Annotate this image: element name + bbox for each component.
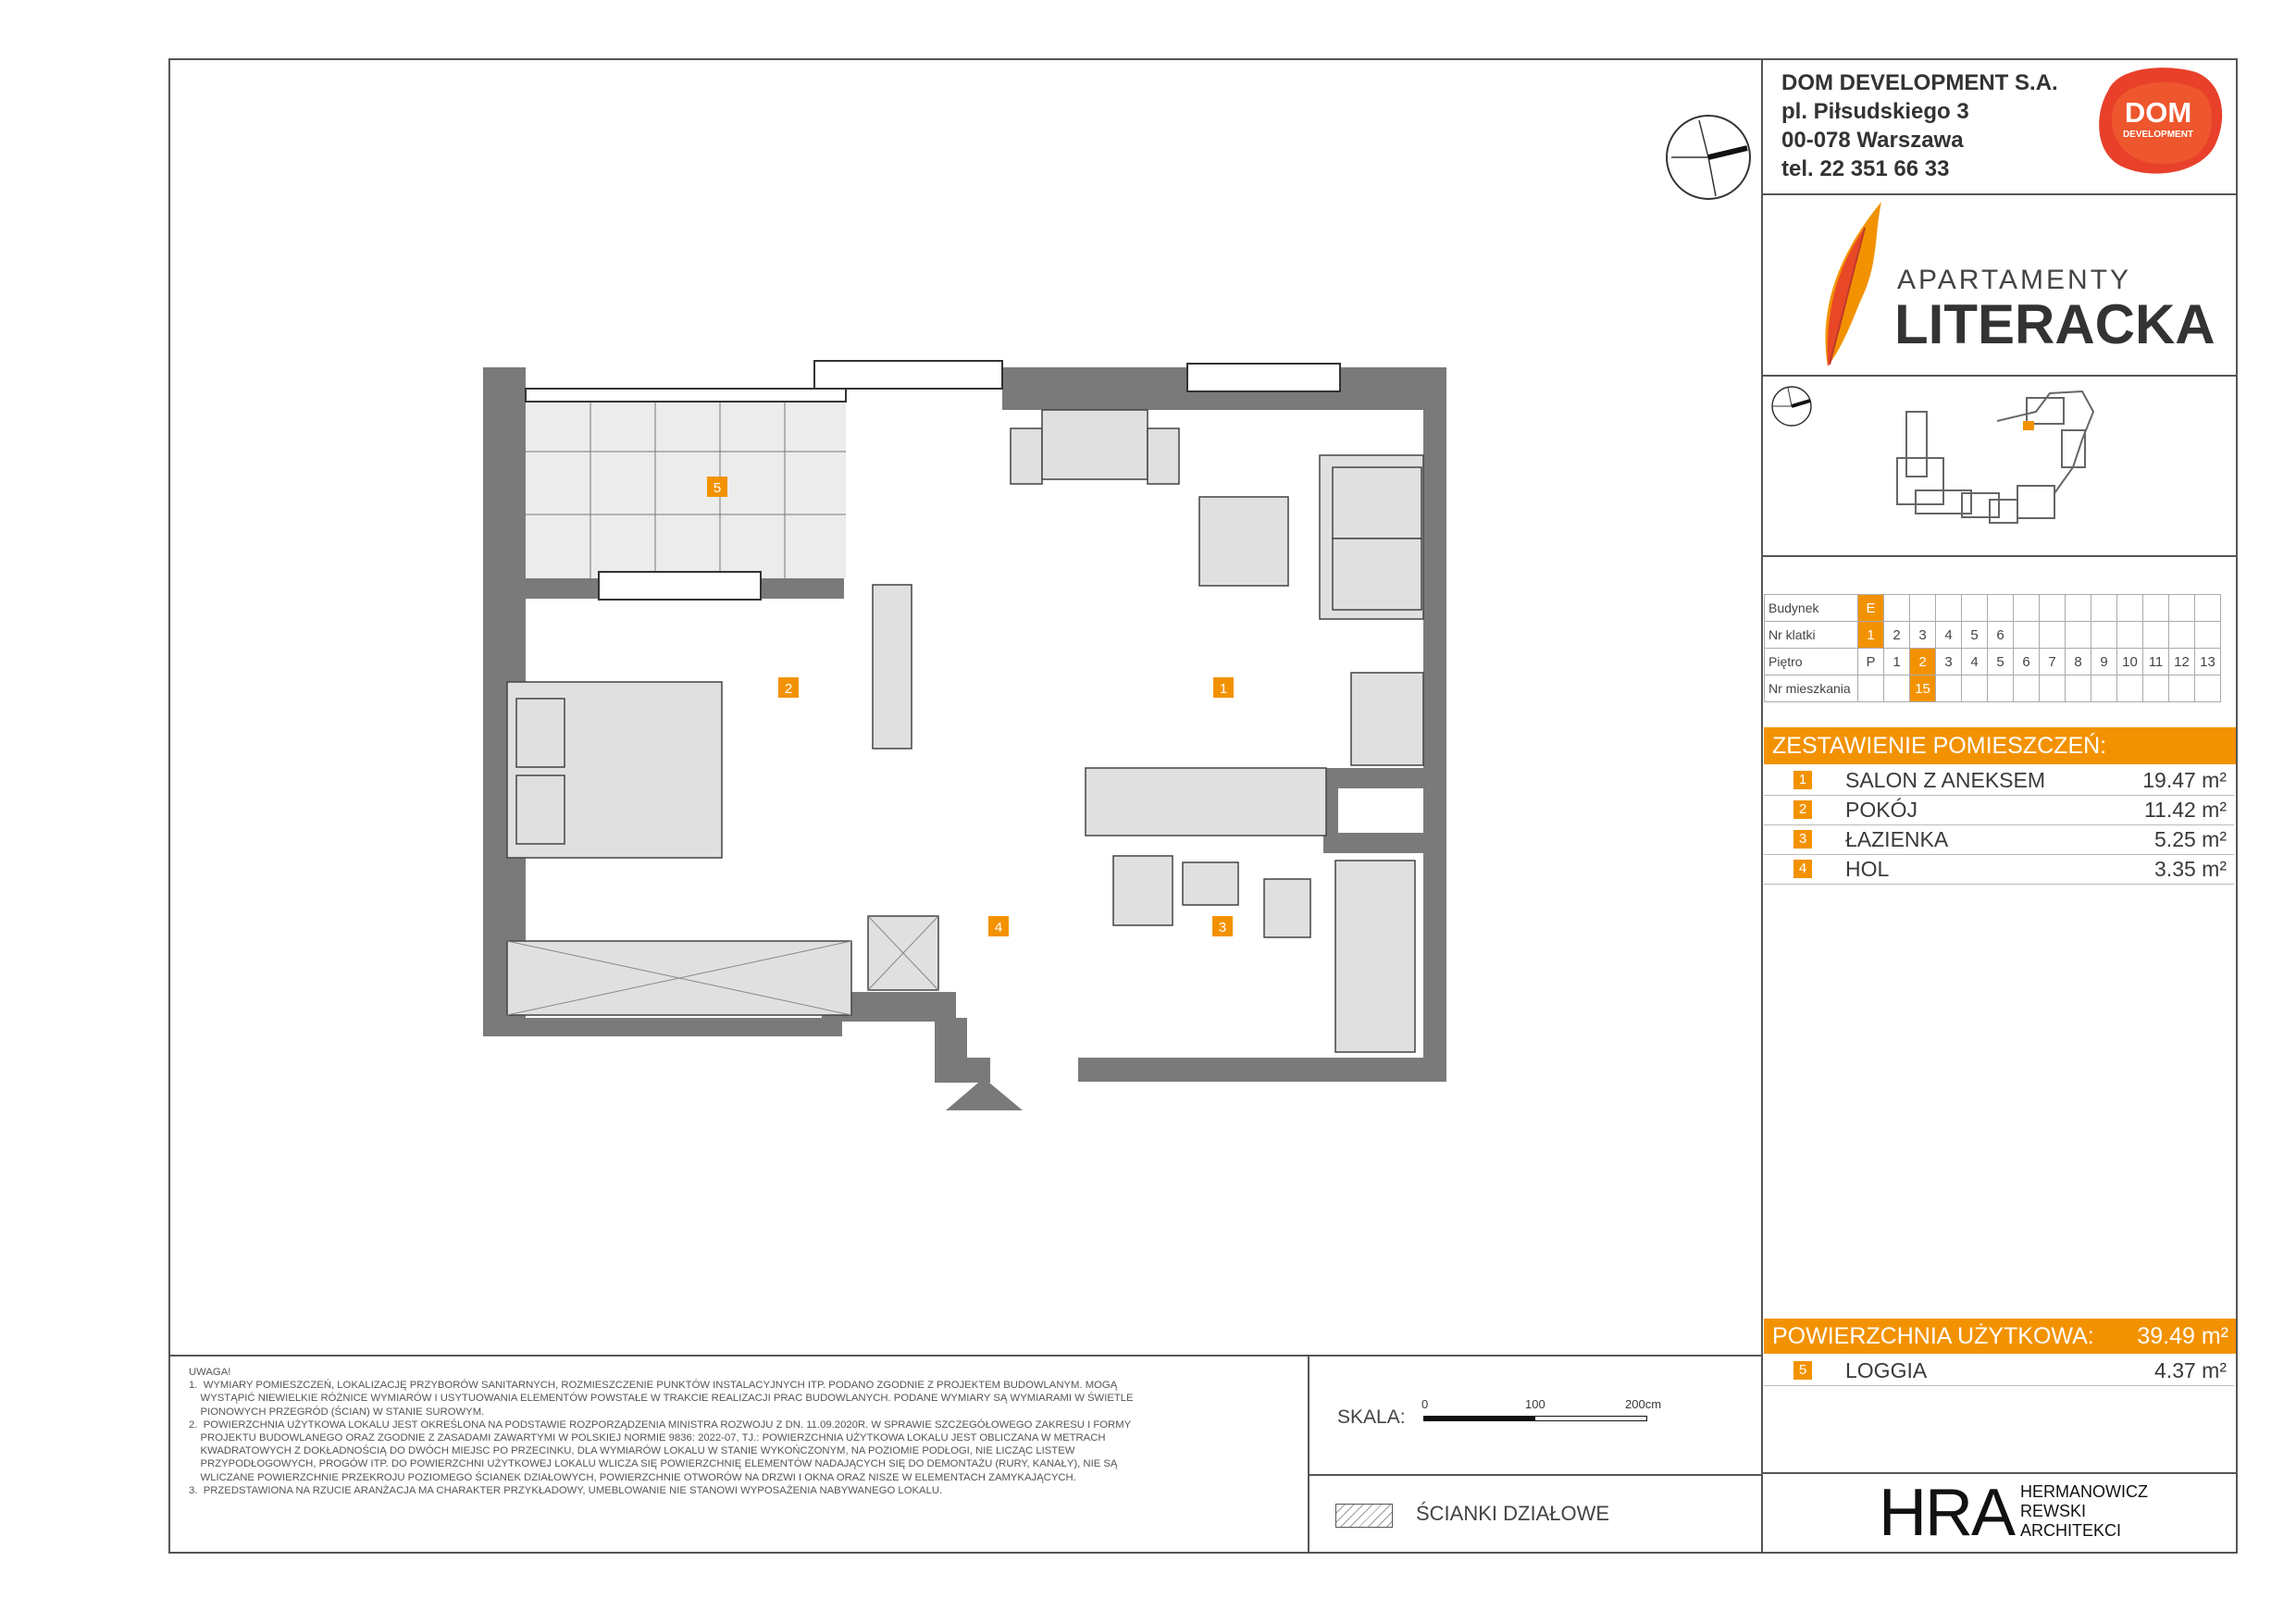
location-row-label: Piętro bbox=[1765, 649, 1858, 675]
location-cell: 5 bbox=[1988, 649, 2014, 675]
plan-label-3: 3 bbox=[1218, 920, 1227, 935]
location-cell: 5 bbox=[1962, 622, 1988, 649]
room-row bbox=[1764, 796, 2234, 825]
dom-logo-text: DOM bbox=[2124, 96, 2192, 129]
location-cell bbox=[2117, 622, 2143, 649]
location-row-label: Nr mieszkania bbox=[1765, 675, 1858, 702]
location-cell bbox=[2169, 622, 2195, 649]
plan-label-5: 5 bbox=[713, 480, 722, 496]
note-line: KWADRATOWYCH Z DOKŁADNOŚCIĄ DO DWÓCH MIEJSC PO PRZECINKU, DLA WYMIARÓW LOKALU W STANIE WYKOŃCZONYM, NA POZIOMIE PODŁOGI, NIE LICZĄC LISTEW bbox=[189, 1445, 1075, 1457]
location-cell bbox=[1962, 595, 1988, 622]
location-cell: 9 bbox=[2091, 649, 2117, 675]
company-address-1: pl. Piłsudskiego 3 bbox=[1781, 99, 1969, 124]
total-area-label: POWIERZCHNIA UŻYTKOWA: bbox=[1772, 1323, 2094, 1349]
key-plan-image bbox=[1888, 384, 2128, 541]
location-cell: 6 bbox=[1988, 622, 2014, 649]
scale-tick-0: 0 bbox=[1421, 1397, 1429, 1411]
project-title: LITERACKA bbox=[1894, 293, 2215, 355]
location-cell bbox=[1962, 675, 1988, 702]
location-cell bbox=[2143, 675, 2169, 702]
location-cell: 2 bbox=[1884, 622, 1910, 649]
key-plan-compass-icon bbox=[1769, 384, 1814, 428]
note-line: WYSTĄPIĆ NIEWIELKIE RÓŻNICE WYMIARÓW I USYTUOWANIA ELEMENTÓW POWSTAŁE W TRAKCIE REALIZACJI PRAC BUDOWLANYCH. PODANE WYMIARY SĄ WYMIARAMI W ŚWIETLE bbox=[189, 1393, 1134, 1405]
scale-bar bbox=[1421, 1397, 1662, 1434]
location-cell bbox=[2169, 595, 2195, 622]
plan-label-2: 2 bbox=[784, 681, 793, 697]
loggia-floor bbox=[526, 389, 846, 578]
location-cell bbox=[1936, 595, 1962, 622]
location-cell bbox=[2040, 595, 2066, 622]
location-cell: 4 bbox=[1962, 649, 1988, 675]
architect-line-3: ARCHITEKCI bbox=[2020, 1521, 2122, 1540]
location-cell: 4 bbox=[1936, 622, 1962, 649]
location-cell: P bbox=[1858, 649, 1884, 675]
hra-logo: HRA bbox=[1879, 1476, 2015, 1550]
project-subtitle: APARTAMENTY bbox=[1897, 265, 2132, 295]
total-area-value: 39.49 m² bbox=[2137, 1323, 2228, 1349]
loggia-number: 5 bbox=[1793, 1361, 1812, 1380]
location-row bbox=[1765, 595, 2221, 622]
total-area-bar bbox=[1764, 1319, 2236, 1354]
title-block-divider bbox=[1761, 58, 1763, 1554]
location-cell bbox=[2195, 595, 2221, 622]
legend-partition-walls: ŚCIANKI DZIAŁOWE bbox=[1416, 1502, 1610, 1525]
tb-line-3 bbox=[1761, 555, 2238, 557]
note-line: PRZYPODŁOGOWYCH, PROGÓW ITP. DO POWIERZCHNI UŻYTKOWEJ LOKALU WLICZA SIĘ POWIERZCHNIĘ ELEMENTÓW NADAJĄCYCH SIĘ DO DEMONTAŻU (RURY, KANAŁY), NIE SĄ bbox=[189, 1458, 1118, 1470]
location-cell bbox=[2066, 622, 2091, 649]
location-cell: 6 bbox=[2014, 649, 2040, 675]
room-number: 4 bbox=[1793, 860, 1812, 878]
room-area: 11.42 m² bbox=[2143, 798, 2227, 822]
location-cell bbox=[1988, 595, 2014, 622]
loggia-area: 4.37 m² bbox=[2154, 1358, 2227, 1382]
notes-title: UWAGA! bbox=[189, 1367, 231, 1378]
location-cell bbox=[2169, 675, 2195, 702]
company-name: DOM DEVELOPMENT S.A. bbox=[1781, 70, 2058, 95]
architect-line-1: HERMANOWICZ bbox=[2020, 1482, 2148, 1501]
location-cell bbox=[1858, 675, 1884, 702]
location-cell bbox=[2091, 675, 2117, 702]
note-line: 1. WYMIARY POMIESZCZEŃ, LOKALIZACJĘ PRZYBORÓW SANITARNYCH, ROZMIESZCZENIE PUNKTÓW INSTALACYJNYCH ITP. PODANO ZGODNIE Z PROJEKTEM BUDOWLANYM. MOGĄ bbox=[189, 1380, 1118, 1392]
company-address-2: 00-078 Warszawa bbox=[1781, 128, 1964, 153]
location-cell: 3 bbox=[1936, 649, 1962, 675]
room-row bbox=[1764, 825, 2234, 855]
north-arrow-icon bbox=[1664, 113, 1753, 202]
floor-plan bbox=[463, 352, 1481, 1129]
loggia-name: LOGGIA bbox=[1845, 1358, 1928, 1382]
note-line: PIONOWYCH PRZEGRÓD (ŚCIAN) W STANIE SUROWYM. bbox=[189, 1406, 485, 1418]
scale-label: SKALA: bbox=[1337, 1406, 1406, 1428]
room-row bbox=[1764, 766, 2234, 796]
location-cell bbox=[2040, 622, 2066, 649]
architect-line-2: REWSKI bbox=[2020, 1502, 2087, 1520]
plan-label-4: 4 bbox=[994, 920, 1003, 935]
location-cell bbox=[2117, 595, 2143, 622]
location-cell bbox=[1988, 675, 2014, 702]
scale-bar-white bbox=[1534, 1416, 1647, 1421]
scale-bar-black bbox=[1423, 1416, 1534, 1421]
location-cell: 12 bbox=[2169, 649, 2195, 675]
location-cell bbox=[2143, 595, 2169, 622]
location-cell: 1 bbox=[1858, 622, 1884, 649]
rooms-header-text: ZESTAWIENIE POMIESZCZEŃ: bbox=[1772, 733, 2107, 759]
room-area: 19.47 m² bbox=[2142, 768, 2227, 792]
room-area: 5.25 m² bbox=[2154, 827, 2227, 851]
location-row bbox=[1765, 649, 2221, 675]
location-cell: 15 bbox=[1910, 675, 1936, 702]
location-cell bbox=[2143, 622, 2169, 649]
location-cell: 1 bbox=[1884, 649, 1910, 675]
room-row bbox=[1764, 855, 2234, 885]
room-row-line bbox=[1764, 884, 2234, 885]
room-number: 1 bbox=[1793, 771, 1812, 789]
loggia-underline bbox=[1764, 1385, 2234, 1386]
rooms-header bbox=[1764, 727, 2236, 764]
location-cell bbox=[2195, 622, 2221, 649]
room-name: POKÓJ bbox=[1845, 798, 1917, 822]
room-name: HOL bbox=[1845, 857, 1890, 881]
location-cell bbox=[1884, 595, 1910, 622]
room-number: 3 bbox=[1793, 830, 1812, 849]
scale-tick-200: 200cm bbox=[1625, 1397, 1662, 1411]
room-number: 2 bbox=[1793, 800, 1812, 819]
location-cell: 3 bbox=[1910, 622, 1936, 649]
location-cell: 10 bbox=[2117, 649, 2143, 675]
location-cell bbox=[2195, 675, 2221, 702]
room-name: SALON Z ANEKSEM bbox=[1845, 768, 2046, 792]
location-cell bbox=[2117, 675, 2143, 702]
location-row bbox=[1765, 675, 2221, 702]
feather-logo-icon bbox=[1809, 200, 1893, 370]
location-cell bbox=[1884, 675, 1910, 702]
location-cell bbox=[2091, 595, 2117, 622]
dom-development-logo bbox=[2090, 63, 2225, 180]
dom-logo-subtext: DEVELOPMENT bbox=[2122, 130, 2194, 140]
location-cell bbox=[2014, 622, 2040, 649]
note-line: 3. PRZEDSTAWIONA NA RZUCIE ARANŻACJA MA CHARAKTER PRZYKŁADOWY, UMEBLOWANIE NIE STANOWI WYPOSAŻENIA NABYWANEGO LOKALU. bbox=[189, 1484, 943, 1496]
notes-block bbox=[189, 1366, 1285, 1497]
location-cell bbox=[2091, 622, 2117, 649]
plan-label-1: 1 bbox=[1219, 681, 1228, 697]
company-info bbox=[1781, 68, 2058, 183]
note-line: WLICZANE POWIERZCHNIE PRZEKROJU POZIOMEGO ŚCIANEK DZIAŁOWYCH, POWIERZCHNIE OTWORÓW NA DRZWI I OKNA ORAZ NISZE W ELEMENTACH ZAMYKAJĄCYCH. bbox=[189, 1471, 1076, 1483]
note-line: 2. POWIERZCHNIA UŻYTKOWA LOKALU JEST OKREŚLONA NA PODSTAWIE ROZPORZĄDZENIA MINISTRA ROZWOJU Z DN. 11.09.2020R. W SPRAWIE SZCZEGÓŁOWEGO ZAKRESU I FORMY bbox=[189, 1419, 1132, 1431]
location-cell bbox=[1936, 675, 1962, 702]
location-row-label: Nr klatki bbox=[1765, 622, 1858, 649]
partition-wall-swatch bbox=[1335, 1504, 1393, 1528]
location-cell: 13 bbox=[2195, 649, 2221, 675]
location-cell bbox=[2014, 675, 2040, 702]
scale-tick-100: 100 bbox=[1525, 1397, 1545, 1411]
room-area: 3.35 m² bbox=[2154, 857, 2227, 881]
location-cell: 8 bbox=[2066, 649, 2091, 675]
location-row-label: Budynek bbox=[1765, 595, 1858, 622]
notes-divider bbox=[168, 1355, 1762, 1357]
loggia-row bbox=[1764, 1357, 2234, 1386]
location-cell bbox=[1910, 595, 1936, 622]
location-cell: 2 bbox=[1910, 649, 1936, 675]
note-line: PROJEKTU BUDOWLANEGO ORAZ ZGODNIE Z ZASADAMI ZAWARTYMI W POLSKIEJ NORMIE 9836: 2022-07, TJ.: POWIERZCHNIA UŻYTKOWA LOKALU JEST OBLICZANA W METRACH bbox=[189, 1432, 1106, 1444]
entrance-arrow bbox=[946, 1078, 1023, 1110]
tb-line-2 bbox=[1761, 375, 2238, 377]
location-cell bbox=[2066, 595, 2091, 622]
room-name: ŁAZIENKA bbox=[1845, 827, 1949, 851]
location-cell bbox=[2040, 675, 2066, 702]
location-row bbox=[1765, 622, 2221, 649]
location-cell bbox=[2014, 595, 2040, 622]
location-cell bbox=[2066, 675, 2091, 702]
location-table bbox=[1764, 594, 2221, 702]
location-cell: 11 bbox=[2143, 649, 2169, 675]
tb-line-1 bbox=[1761, 193, 2238, 195]
location-cell: E bbox=[1858, 595, 1884, 622]
architect-name bbox=[2020, 1482, 2148, 1541]
company-phone: tel. 22 351 66 33 bbox=[1781, 156, 1950, 181]
location-cell: 7 bbox=[2040, 649, 2066, 675]
tb-line-4 bbox=[1761, 1472, 2238, 1474]
scale-divider bbox=[1308, 1355, 1309, 1554]
legend-divider bbox=[1308, 1474, 1761, 1476]
